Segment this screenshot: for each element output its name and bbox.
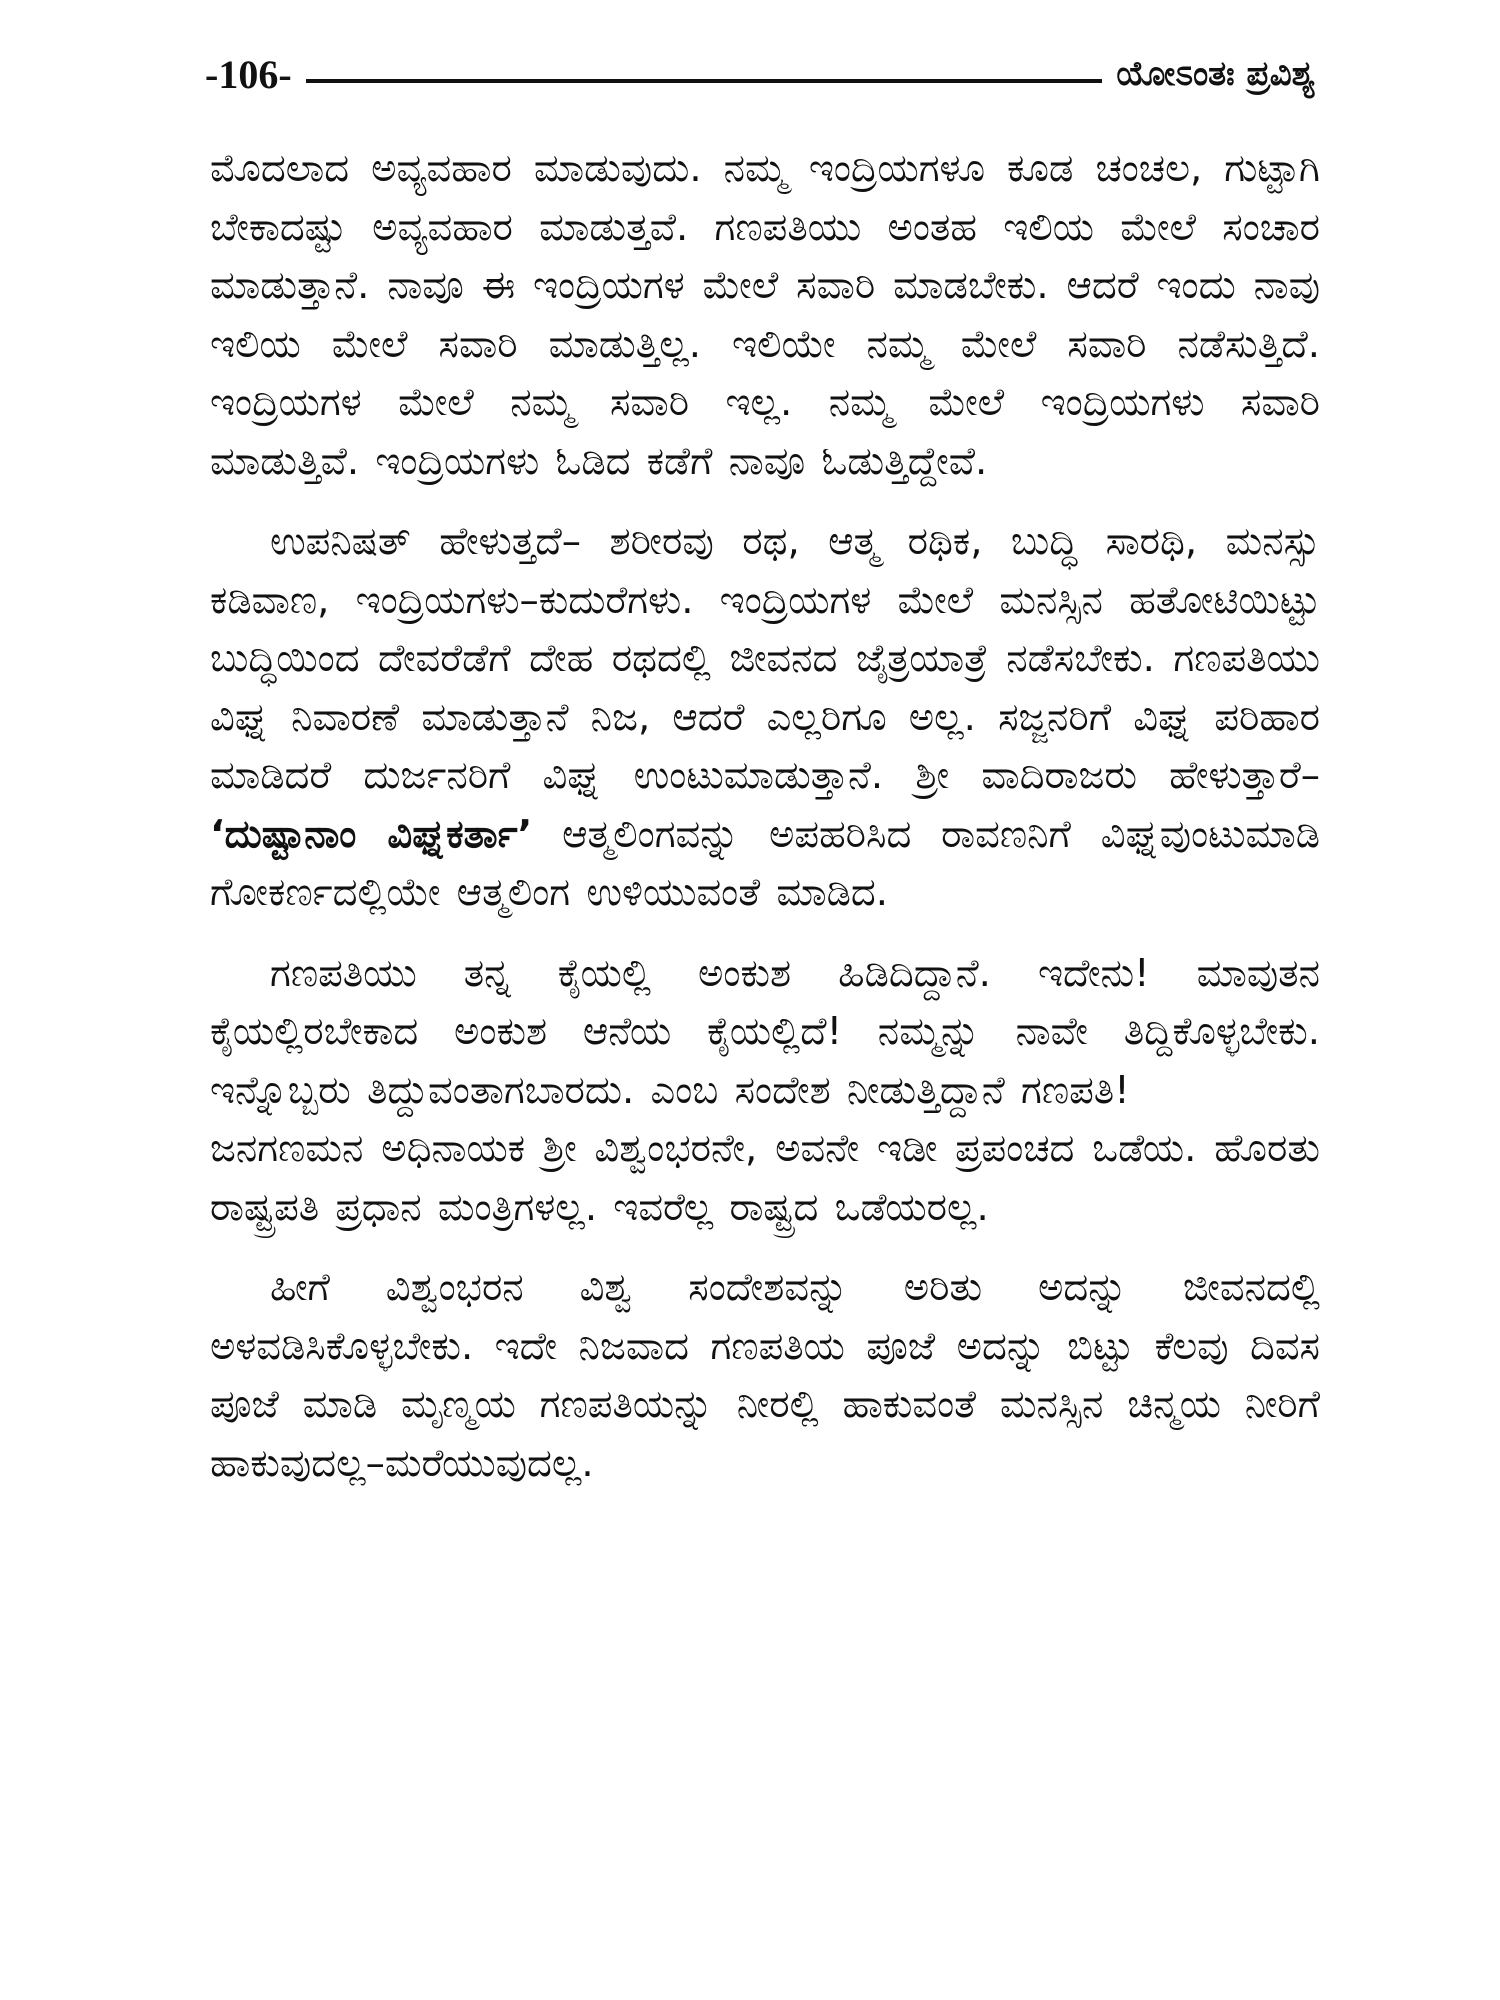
paragraph-4: ಜನಗಣಮನ ಅಧಿನಾಯಕ ಶ್ರೀ ವಿಶ್ವಂಭರನೇ, ಅವನೇ ಇಡೀ ಪ್ರಪಂಚದ ಒಡೆಯ. ಹೊರತು ರಾಷ್ಟ್ರಪತಿ ಪ್ರಧಾನ ಮಂತ್ರಿಗಳಲ್ಲ. ಇವರೆಲ್ಲ ರಾಷ್ಟ್ರದ ಒಡೆಯರಲ್ಲ.: [210, 1126, 1320, 1230]
paragraph-5: ಹೀಗೆ ವಿಶ್ವಂಭರನ ವಿಶ್ವ ಸಂದೇಶವನ್ನು ಅರಿತು ಅದನ್ನು ಜೀವನದಲ್ಲಿ ಅಳವಡಿಸಿಕೊಳ್ಳಬೇಕು. ಇದೇ ನಿಜವಾದ ಗಣಪತಿಯ ಪೂಜೆ ಅದನ್ನು ಬಿಟ್ಟು ಕೆಲವು ದಿವಸ ಪೂಜೆ ಮಾಡಿ ಮೃಣ್ಮಯ ಗಣಪತಿಯನ್ನು ನೀರಲ್ಲಿ ಹಾಕುವಂತೆ ಮನಸ್ಸಿನ ಚಿನ್ಮಯ ನೀರಿಗೆ ಹಾಕುವುದಲ್ಲ–ಮರೆಯುವುದಲ್ಲ.: [210, 1265, 1320, 1486]
paragraph-2: [210, 513, 1320, 923]
page-number: -106-: [205, 51, 292, 97]
quote-dushtanam: ‘ದುಷ್ಟಾನಾಂ ವಿಘ್ನಕರ್ತಾ’: [210, 811, 533, 857]
paragraph-2-text: ಉಪನಿಷತ್ ಹೇಳುತ್ತದೆ– ಶರೀರವು ರಥ, ಆತ್ಮ ರಥಿಕ, ಬುದ್ಧಿ ಸಾರಥಿ, ಮನಸ್ಸು ಕಡಿವಾಣ, ಇಂದ್ರಿಯಗಳು–ಕುದುರೆಗಳು. ಇಂದ್ರಿಯಗಳ ಮೇಲೆ ಮನಸ್ಸಿನ ಹತೋಟಿಯಿಟ್ಟು ಬುದ್ಧಿಯಿಂದ ದೇವರೆಡೆಗೆ ದೇಹ ರಥದಲ್ಲಿ ಜೀವನದ ಜೈತ್ರಯಾತ್ರೆ ನಡೆಸಬೇಕು. ಗಣಪತಿಯು ವಿಘ್ನ ನಿವಾರಣೆ ಮಾಡುತ್ತಾನೆ ನಿಜ, ಆದರೆ ಎಲ್ಲರಿಗೂ ಅಲ್ಲ. ಸಜ್ಜನರಿಗೆ ವಿಘ್ನ ಪರಿಹಾರ ಮಾಡಿದರೆ ದುರ್ಜನರಿಗೆ ವಿಘ್ನ ಉಂಟುಮಾಡುತ್ತಾನೆ. ಶ್ರೀ ವಾದಿರಾಜರು ಹೇಳುತ್ತಾರೆ–: [210, 519, 1320, 798]
header-rule: [306, 79, 1103, 83]
paragraph-3: ಗಣಪತಿಯು ತನ್ನ ಕೈಯಲ್ಲಿ ಅಂಕುಶ ಹಿಡಿದಿದ್ದಾನೆ. ಇದೇನು! ಮಾವುತನ ಕೈಯಲ್ಲಿರಬೇಕಾದ ಅಂಕುಶ ಆನೆಯ ಕೈಯಲ್ಲಿದೆ! ನಮ್ಮನ್ನು ನಾವೇ ತಿದ್ದಿಕೊಳ್ಳಬೇಕು. ಇನ್ನೊಬ್ಬರು ತಿದ್ದುವಂತಾಗಬಾರದು. ಎಂಬ ಸಂದೇಶ ನೀಡುತ್ತಿದ್ದಾನೆ ಗಣಪತಿ!: [210, 950, 1320, 1113]
body-text: [210, 140, 1320, 1493]
paragraph-1: ಮೊದಲಾದ ಅವ್ಯವಹಾರ ಮಾಡುವುದು. ನಮ್ಮ ಇಂದ್ರಿಯಗಳೂ ಕೂಡ ಚಂಚಲ, ಗುಟ್ಟಾಗಿ ಬೇಕಾದಷ್ಟು ಅವ್ಯವಹಾರ ಮಾಡುತ್ತವೆ. ಗಣಪತಿಯು ಅಂತಹ ಇಲಿಯ ಮೇಲೆ ಸಂಚಾರ ಮಾಡುತ್ತಾನೆ. ನಾವೂ ಈ ಇಂದ್ರಿಯಗಳ ಮೇಲೆ ಸವಾರಿ ಮಾಡಬೇಕು. ಆದರೆ ಇಂದು ನಾವು ಇಲಿಯ ಮೇಲೆ ಸವಾರಿ ಮಾಡುತ್ತಿಲ್ಲ. ಇಲಿಯೇ ನಮ್ಮ ಮೇಲೆ ಸವಾರಿ ನಡೆಸುತ್ತಿದೆ. ಇಂದ್ರಿಯಗಳ ಮೇಲೆ ನಮ್ಮ ಸವಾರಿ ಇಲ್ಲ. ನಮ್ಮ ಮೇಲೆ ಇಂದ್ರಿಯಗಳು ಸವಾರಿ ಮಾಡುತ್ತಿವೆ. ಇಂದ್ರಿಯಗಳು ಓಡಿದ ಕಡೆಗೆ ನಾವೂ ಓಡುತ್ತಿದ್ದೇವೆ.: [210, 146, 1320, 484]
page-header: [205, 48, 1315, 100]
running-title: ಯೋಽಂತಃ ಪ್ರವಿಶ್ಯ: [1116, 54, 1315, 94]
paragraph-2-continuation: ಆತ್ಮಲಿಂಗವನ್ನು ಅಪಹರಿಸಿದ ರಾವಣನಿಗೆ ವಿಘ್ನವುಂಟುಮಾಡಿ ಗೋಕರ್ಣದಲ್ಲಿಯೇ ಆತ್ಮಲಿಂಗ ಉಳಿಯುವಂತೆ ಮಾಡಿದ.: [210, 811, 1320, 915]
